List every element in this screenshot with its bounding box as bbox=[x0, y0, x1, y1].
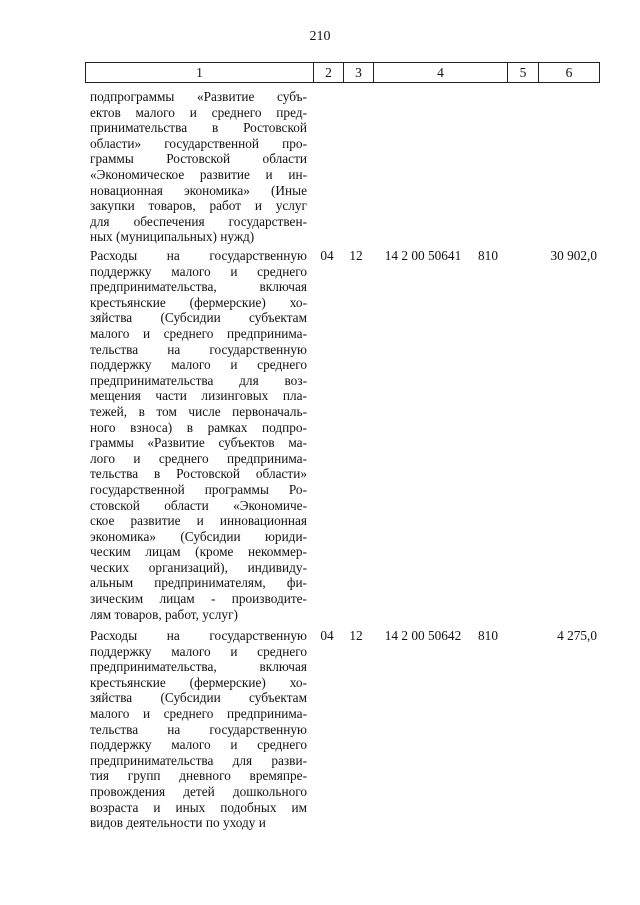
cell-c5: 810 bbox=[478, 628, 498, 643]
table-header bbox=[85, 62, 600, 83]
row-description bbox=[90, 628, 307, 831]
header-col-4: 4 bbox=[374, 63, 508, 83]
description-line: лям товаров, работ, услуг) bbox=[90, 606, 238, 622]
description-line: ское развитие и инновационная bbox=[90, 513, 307, 529]
description-line: провождения детей дошкольного bbox=[90, 783, 307, 799]
description-line: видов деятельности по уходу и bbox=[90, 815, 266, 831]
header-col-6: 6 bbox=[539, 63, 600, 83]
description-line: зяйства (Субсидии субъектам bbox=[90, 690, 307, 706]
page-number: 210 bbox=[309, 29, 331, 44]
description-line: государственной программы Ро- bbox=[90, 481, 307, 497]
description-line: поддержку малого и среднего bbox=[90, 737, 307, 753]
row-description bbox=[90, 89, 307, 245]
description-line: Расходы на государственную bbox=[90, 248, 307, 263]
description-line: возраста и иных подобных им bbox=[90, 799, 307, 815]
description-line: закупки товаров, работ и услуг bbox=[90, 198, 307, 214]
description-line: тельства на государственную bbox=[90, 341, 307, 357]
description-line: ектов малого и среднего пред- bbox=[90, 104, 307, 120]
description-line: экономика» (Субсидии юриди- bbox=[90, 528, 307, 544]
description-line: тежей, в том числе первоначаль- bbox=[90, 403, 307, 419]
description-line: Расходы на государственную bbox=[90, 628, 307, 643]
description-line: предпринимательства, включая bbox=[90, 279, 307, 295]
description-line: мещения части лизинговых пла- bbox=[90, 388, 307, 404]
description-line: принимательства в Ростовской bbox=[90, 120, 307, 136]
description-line: крестьянские (фермерские) хо- bbox=[90, 294, 307, 310]
cell-c6: 4 275,0 bbox=[557, 628, 597, 643]
header-col-5: 5 bbox=[508, 63, 539, 83]
description-line: малого и среднего предпринима- bbox=[90, 705, 307, 721]
description-line: граммы «Развитие субъектов ма- bbox=[90, 435, 307, 451]
description-line: ческих организаций), индивиду- bbox=[90, 559, 307, 575]
description-line: «Экономическое развитие и ин- bbox=[90, 166, 307, 182]
description-line: ческим лицам (кроме некоммер- bbox=[90, 544, 307, 560]
cell-c2: 04 bbox=[320, 248, 334, 263]
description-line: области» государственной про- bbox=[90, 135, 307, 151]
description-line: альным предпринимателям, фи- bbox=[90, 575, 307, 591]
description-line: тельства на государственную bbox=[90, 721, 307, 737]
description-line: предпринимательства, включая bbox=[90, 659, 307, 675]
description-line: поддержку малого и среднего bbox=[90, 643, 307, 659]
cell-c4: 14 2 00 50641 bbox=[384, 248, 462, 263]
cell-c6: 30 902,0 bbox=[550, 248, 597, 263]
description-line: тия групп дневного времяпре- bbox=[90, 768, 307, 784]
description-line: предпринимательства для воз- bbox=[90, 372, 307, 388]
description-line: подпрограммы «Развитие субъ- bbox=[90, 89, 307, 104]
description-line: новационная экономика» (Иные bbox=[90, 182, 307, 198]
row-description bbox=[90, 248, 307, 622]
cell-c4: 14 2 00 50642 bbox=[384, 628, 462, 643]
cell-c5: 810 bbox=[478, 248, 498, 263]
description-line: поддержку малого и среднего bbox=[90, 263, 307, 279]
header-col-1: 1 bbox=[86, 63, 314, 83]
description-line: предпринимательства для разви- bbox=[90, 752, 307, 768]
description-line: крестьянские (фермерские) хо- bbox=[90, 674, 307, 690]
description-line: ного взноса) в рамках подпро- bbox=[90, 419, 307, 435]
header-col-2: 2 bbox=[314, 63, 344, 83]
header-col-3: 3 bbox=[344, 63, 374, 83]
description-line: ных (муниципальных) нужд) bbox=[90, 229, 255, 245]
description-line: зическим лицам - производите- bbox=[90, 591, 307, 607]
description-line: граммы Ростовской области bbox=[90, 151, 307, 167]
description-line: поддержку малого и среднего bbox=[90, 357, 307, 373]
description-line: тельства в Ростовской области» bbox=[90, 466, 307, 482]
description-line: малого и среднего предпринима- bbox=[90, 325, 307, 341]
description-line: зяйства (Субсидии субъектам bbox=[90, 310, 307, 326]
cell-c2: 04 bbox=[320, 628, 334, 643]
description-line: для обеспечения государствен- bbox=[90, 213, 307, 229]
description-line: лого и среднего предпринима- bbox=[90, 450, 307, 466]
cell-c3: 12 bbox=[349, 248, 363, 263]
cell-c3: 12 bbox=[349, 628, 363, 643]
description-line: стовской области «Экономиче- bbox=[90, 497, 307, 513]
